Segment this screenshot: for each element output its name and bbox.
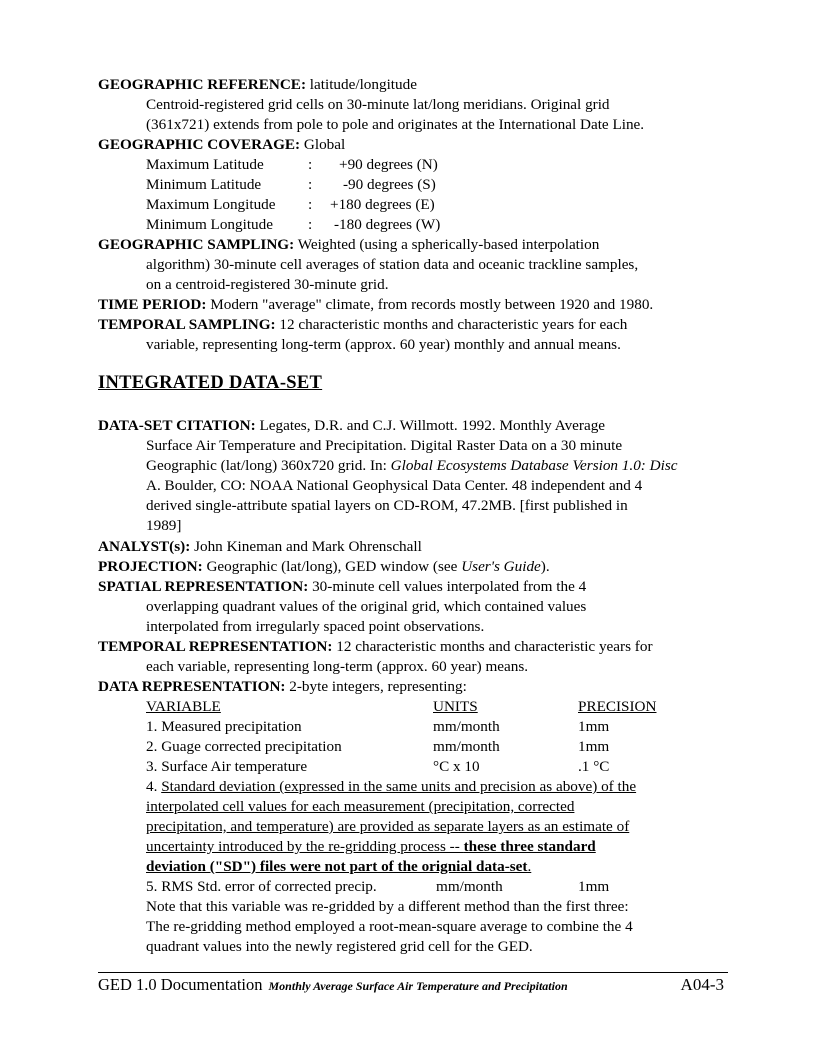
variable-cell: 3. Surface Air temperature [146,758,308,775]
time-period-label: TIME PERIOD: [98,296,207,313]
geo-sampling-line: on a centroid-registered 30-minute grid. [146,276,389,293]
item4-line [146,777,636,797]
citation-publication-title: Global Ecosystems Database Version 1.0: Disc [390,457,678,474]
spatial-rep-line: interpolated from irregularly spaced point observations. [146,618,485,635]
coverage-row [146,175,436,195]
spatial-rep-value: 30-minute cell values interpolated from the 4 [312,578,587,595]
citation-label: DATA-SET CITATION: [98,417,256,434]
geo-sampling-entry [98,235,599,255]
item5-row [146,877,746,897]
geo-reference-entry [98,75,417,95]
coverage-row [146,195,435,215]
temporal-rep-line: each variable, representing long-term (approx. 60 year) means. [146,658,529,675]
units-cell: mm/month [433,718,500,735]
temporal-rep-entry [98,637,653,657]
data-rep-entry [98,677,467,697]
item4-text: uncertainty introduced by the re-gridding process -- [146,838,464,855]
item4-number: 4. [146,778,162,795]
projection-text: Geographic (lat/long), GED window (see [206,558,462,575]
coverage-sep: : [308,196,313,213]
item4-text-end: . [527,858,532,875]
footer-doc-title: GED 1.0 Documentation [98,975,263,994]
section-heading: INTEGRATED DATA-SET [98,373,323,393]
column-header-precision: PRECISION [578,698,657,715]
coverage-name: Minimum Longitude [146,216,273,233]
coverage-value: -180 degrees (W) [334,216,441,233]
note-line: The re-gridding method employed a root-mean-square average to combine the 4 [146,918,633,935]
item4-emphasis: deviation ("SD") files were not part of the orignial data-set [146,858,528,875]
column-header-variable: VARIABLE [146,698,221,715]
page-footer [98,974,728,996]
data-rep-label: DATA REPRESENTATION: [98,678,286,695]
citation-line: A. Boulder, CO: NOAA National Geophysical Data Center. 48 independent and 4 [146,477,643,494]
footer-rule [98,972,728,973]
coverage-sep: : [308,156,313,173]
temporal-sampling-value: 12 characteristic months and characteristic years for each [279,316,628,333]
coverage-row [146,215,440,235]
geo-coverage-value: Global [303,136,346,153]
coverage-name: Maximum Latitude [146,156,264,173]
citation-entry [98,416,605,436]
citation-line: 1989] [146,517,182,534]
geo-reference-value: latitude/longitude [309,76,417,93]
projection-label: PROJECTION: [98,558,203,575]
units-cell: mm/month [436,878,503,895]
variable-cell: 2. Guage corrected precipitation [146,738,342,755]
coverage-value: +180 degrees (E) [330,196,435,213]
spatial-rep-line: overlapping quadrant values of the original grid, which contained values [146,598,587,615]
geo-reference-label: GEOGRAPHIC REFERENCE: [98,76,306,93]
table-header-row [146,697,746,717]
column-header-units: UNITS [433,698,478,715]
citation-line: derived single-attribute spatial layers on CD-ROM, 47.2MB. [first published in [146,497,628,514]
citation-value: Legates, D.R. and C.J. Willmott. 1992. Monthly Average [259,417,606,434]
geo-sampling-value: Weighted (using a spherically-based interpolation [297,236,600,253]
item4-line [146,857,531,877]
analysts-value: John Kineman and Mark Ohrenschall [194,538,422,555]
spatial-rep-entry [98,577,586,597]
geo-coverage-label: GEOGRAPHIC COVERAGE: [98,136,301,153]
coverage-value: -90 degrees (S) [343,176,436,193]
data-rep-value: 2-byte integers, representing: [289,678,467,695]
analysts-label: ANALYST(s): [98,538,191,555]
precision-cell: .1 °C [578,758,610,775]
geo-coverage-entry [98,135,345,155]
item4-emphasis: these three standard [463,838,596,855]
item4-line [146,837,596,857]
table-row [146,737,746,757]
units-cell: mm/month [433,738,500,755]
units-cell: °C x 10 [433,758,480,775]
item4-line: precipitation, and temperature) are provided as separate layers as an estimate of [146,818,630,835]
coverage-sep: : [308,176,313,193]
variable-cell: 5. RMS Std. error of corrected precip. [146,878,377,895]
citation-line [146,456,677,476]
geo-sampling-line: algorithm) 30-minute cell averages of station data and oceanic trackline samples, [146,256,639,273]
coverage-name: Minimum Latitude [146,176,262,193]
table-row [146,717,746,737]
item4-line: interpolated cell values for each measurement (precipitation, corrected [146,798,575,815]
analysts-entry [98,537,422,557]
geo-reference-line: Centroid-registered grid cells on 30-minute lat/long meridians. Original grid [146,96,610,113]
variable-cell: 1. Measured precipitation [146,718,302,735]
users-guide-reference: User's Guide [461,558,541,575]
time-period-value: Modern "average" climate, from records mostly between 1920 and 1980. [210,296,654,313]
coverage-sep: : [308,216,313,233]
coverage-row [146,155,438,175]
citation-line: Surface Air Temperature and Precipitation. Digital Raster Data on a 30 minute [146,437,623,454]
note-line: Note that this variable was re-gridded by a different method than the first three: [146,898,629,915]
projection-text-end: ). [540,558,550,575]
spatial-rep-label: SPATIAL REPRESENTATION: [98,578,309,595]
footer-section-title: Monthly Average Surface Air Temperature and Precipitation [268,979,568,993]
coverage-name: Maximum Longitude [146,196,276,213]
table-row [146,757,746,777]
citation-text: Geographic (lat/long) 360x720 grid. In: [146,457,391,474]
precision-cell: 1mm [578,738,610,755]
geo-reference-line: (361x721) extends from pole to pole and originates at the International Date Line. [146,116,645,133]
time-period-entry [98,295,653,315]
page-number: A04-3 [680,975,724,994]
temporal-sampling-entry [98,315,627,335]
item4-text: Standard deviation (expressed in the same units and precision as above) of the [161,778,637,795]
projection-entry [98,557,550,577]
temporal-sampling-line: variable, representing long-term (approx. 60 year) monthly and annual means. [146,336,621,353]
projection-value [206,558,549,575]
coverage-value: +90 degrees (N) [339,156,438,173]
temporal-rep-label: TEMPORAL REPRESENTATION: [98,638,333,655]
note-line: quadrant values into the newly registered grid cell for the GED. [146,938,533,955]
temporal-sampling-label: TEMPORAL SAMPLING: [98,316,276,333]
temporal-rep-value: 12 characteristic months and characteristic years for [336,638,653,655]
precision-cell: 1mm [578,878,610,895]
geo-sampling-label: GEOGRAPHIC SAMPLING: [98,236,295,253]
precision-cell: 1mm [578,718,610,735]
